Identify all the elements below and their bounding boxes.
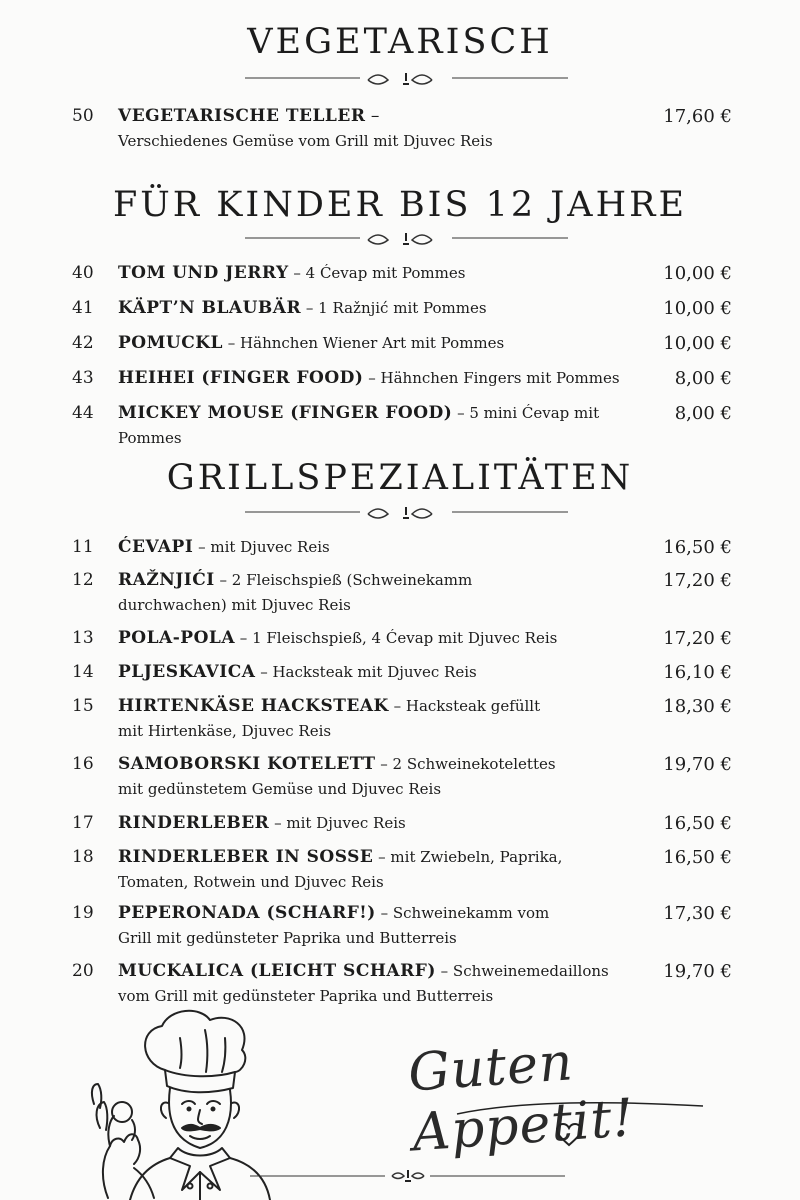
item-number: 20: [72, 961, 94, 981]
item-name: POLA-POLA: [118, 628, 236, 648]
item-number: 41: [72, 298, 94, 318]
item-number: 44: [72, 403, 94, 423]
item-name: TOM UND JERRY: [118, 263, 289, 283]
item-description: 1 Ražnjić mit Pommes: [318, 299, 487, 317]
item-name: RINDERLEBER IN SOSSE: [118, 847, 374, 867]
item-description: 2 Schweinekotelettes mit gedünstetem Gemüse und Djuvec Reis: [118, 755, 556, 798]
item-price: 10,00 €: [663, 333, 732, 354]
item-name: PEPERONADA (SCHARF!): [118, 903, 376, 923]
ornament-divider-icon: [0, 70, 800, 90]
item-number: 17: [72, 813, 94, 833]
item-separator: –: [435, 962, 453, 980]
item-price: 17,20 €: [663, 628, 732, 649]
item-name: KÄPT’N BLAUBÄR: [118, 298, 302, 318]
item-description: 4 Ćevap mit Pommes: [305, 264, 466, 282]
heart-icon: [555, 1122, 583, 1148]
item-number: 19: [72, 903, 94, 923]
item-number: 13: [72, 628, 94, 648]
item-name: HIRTENKÄSE HACKSTEAK: [118, 696, 389, 716]
item-price: 16,10 €: [663, 662, 732, 683]
item-separator: –: [388, 697, 406, 715]
item-description: Schweinemedaillons vom Grill mit gedünsteter Paprika und Butterreis: [118, 962, 609, 1005]
item-name: RINDERLEBER: [118, 813, 270, 833]
item-name: RAŽNJIĆI: [118, 570, 215, 590]
item-separator: –: [363, 369, 381, 387]
item-number: 14: [72, 662, 94, 682]
item-price: 17,20 €: [663, 570, 732, 591]
item-separator: –: [288, 264, 306, 282]
item-number: 12: [72, 570, 94, 590]
item-number: 50: [72, 106, 94, 126]
item-price: 19,70 €: [663, 754, 732, 775]
item-price: 19,70 €: [663, 961, 732, 982]
item-description: Hähnchen Wiener Art mit Pommes: [240, 334, 505, 352]
item-price: 16,50 €: [663, 847, 732, 868]
item-separator: –: [375, 904, 393, 922]
item-name: ĆEVAPI: [118, 537, 194, 557]
item-price: 17,30 €: [663, 903, 732, 924]
item-number: 11: [72, 537, 94, 557]
item-description: mit Djuvec Reis: [286, 814, 406, 832]
item-separator: –: [223, 334, 241, 352]
section-title-vegetarisch: VEGETARISCH: [247, 22, 553, 62]
item-name: HEIHEI (FINGER FOOD): [118, 368, 364, 388]
item-separator: –: [452, 404, 470, 422]
item-number: 43: [72, 368, 94, 388]
flourish-icon: [455, 1098, 705, 1118]
item-name: VEGETARISCHE TELLER: [118, 106, 366, 126]
item-price: 16,50 €: [663, 813, 732, 834]
item-name: POMUCKL: [118, 333, 223, 353]
item-price: 8,00 €: [674, 403, 732, 424]
item-description: 1 Fleischspieß, 4 Ćevap mit Djuvec Reis: [252, 629, 558, 647]
item-description: Hacksteak mit Djuvec Reis: [272, 663, 477, 681]
closing-greeting: Guten Appetit!: [406, 1032, 637, 1164]
item-name: SAMOBORSKI KOTELETT: [118, 754, 376, 774]
item-price: 18,30 €: [663, 696, 732, 717]
item-separator: –: [255, 663, 273, 681]
ornament-divider-icon: [0, 230, 800, 250]
item-price: 16,50 €: [663, 537, 732, 558]
item-description: Hähnchen Fingers mit Pommes: [380, 369, 620, 387]
item-description: mit Zwiebeln, Paprika, Tomaten, Rotwein und Djuvec Reis: [118, 848, 563, 891]
item-description: Schweinekamm vom Grill mit gedünsteter Paprika und Butterreis: [118, 904, 550, 947]
item-price: 17,60 €: [663, 106, 732, 127]
item-number: 40: [72, 263, 94, 283]
item-separator: –: [301, 299, 319, 317]
item-separator: –: [193, 538, 211, 556]
item-number: 18: [72, 847, 94, 867]
item-description: 2 Fleischspieß (Schweinekamm durchwachen) mit Djuvec Reis: [118, 571, 473, 614]
item-separator: –: [373, 848, 391, 866]
item-name: PLJESKAVICA: [118, 662, 256, 682]
section-title-kinder: FÜR KINDER BIS 12 JAHRE: [113, 185, 687, 225]
item-price: 10,00 €: [663, 263, 732, 284]
item-name: MICKEY MOUSE (FINGER FOOD): [118, 403, 453, 423]
item-separator: –: [214, 571, 232, 589]
item-description: Verschiedenes Gemüse vom Grill mit Djuvec Reis: [118, 132, 493, 150]
item-separator: –: [375, 755, 393, 773]
item-price: 8,00 €: [674, 368, 732, 389]
item-price: 10,00 €: [663, 298, 732, 319]
ornament-divider-icon: [0, 1168, 800, 1184]
item-description: Hacksteak gefüllt mit Hirtenkäse, Djuvec Reis: [118, 697, 541, 740]
item-separator: –: [235, 629, 253, 647]
ornament-divider-icon: [0, 504, 800, 524]
item-separator: –: [269, 814, 287, 832]
item-separator: –: [365, 106, 380, 126]
item-number: 15: [72, 696, 94, 716]
section-title-grill: GRILLSPEZIALITÄTEN: [166, 458, 634, 498]
item-number: 42: [72, 333, 94, 353]
item-number: 16: [72, 754, 94, 774]
item-name: MUCKALICA (LEICHT SCHARF): [118, 961, 436, 981]
item-description: mit Djuvec Reis: [210, 538, 330, 556]
item-description: 5 mini Ćevap mit Pommes: [118, 404, 600, 447]
